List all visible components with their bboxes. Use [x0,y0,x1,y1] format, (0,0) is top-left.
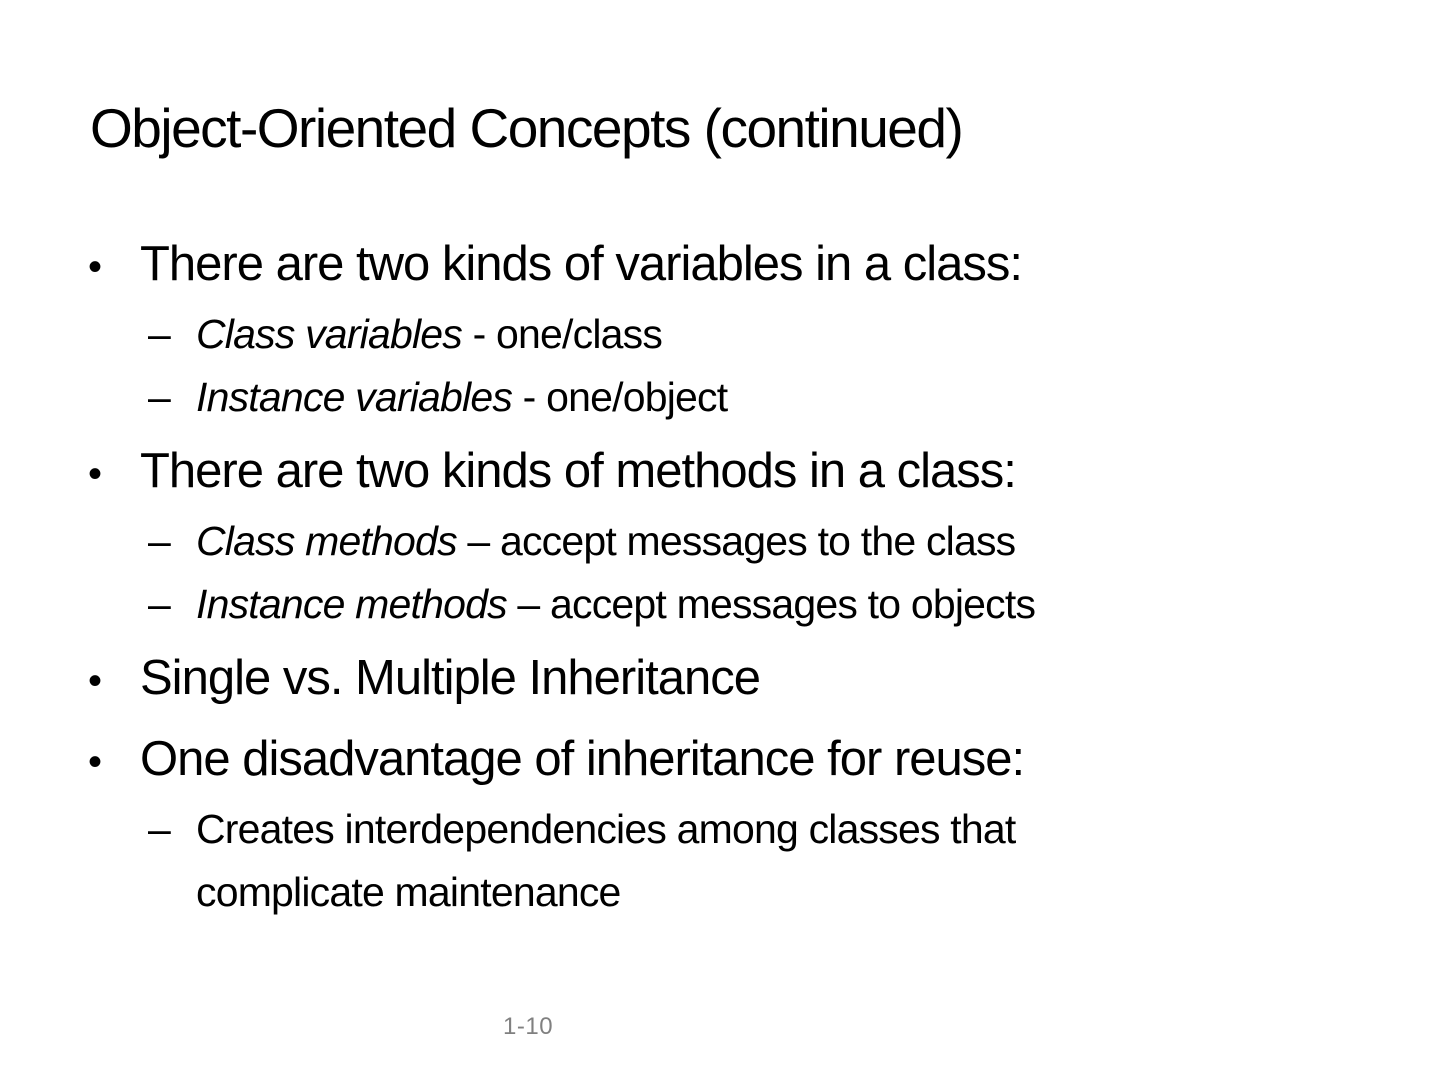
page-number: 1-10 [503,1013,554,1040]
bullet-text: There are two kinds of variables in a class: [140,237,1022,291]
sub-bullet-text [196,303,662,366]
italic-term: Instance variables [196,374,513,420]
dash-marker: – [148,581,171,627]
sub-bullet-text [196,798,1206,924]
dash-marker: – [148,518,171,564]
term-definition: – accept messages to objects [506,581,1036,627]
italic-term: Class methods [196,518,457,564]
bullet-list [0,222,1440,924]
bullet-item-inheritance [0,642,1440,717]
sub-bullet-text [196,366,727,429]
bullet-marker: • [88,452,102,496]
sub-bullet-instance-methods [0,573,1440,636]
dash-marker: – [148,374,171,420]
bullet-marker: • [88,245,102,289]
bullet-text: One disadvantage of inheritance for reuse: [140,732,1025,786]
bullet-marker: • [88,740,102,784]
term-definition: Creates interdependencies among classes that complicate maintenance [196,806,1027,915]
dash-marker: – [148,806,171,852]
term-definition: – accept messages to the class [456,518,1016,564]
sub-bullet-interdependencies [0,798,1440,924]
term-definition: - one/object [512,374,728,420]
sub-bullet-class-variables [0,303,1440,366]
bullet-item-disadvantage [0,723,1440,798]
sub-bullet-instance-variables [0,366,1440,429]
sub-bullet-text [196,573,1035,636]
bullet-text: There are two kinds of methods in a class: [140,444,1016,498]
italic-term: Instance methods [196,581,507,627]
dash-marker: – [148,311,171,357]
sub-bullet-text [196,510,1015,573]
italic-term: Class variables [196,311,462,357]
term-definition: - one/class [462,311,663,357]
bullet-text: Single vs. Multiple Inheritance [140,651,760,705]
slide-title: Object-Oriented Concepts (continued) [90,97,963,159]
bullet-item-variables [0,228,1440,303]
bullet-marker: • [88,659,102,703]
bullet-item-methods [0,435,1440,510]
sub-bullet-class-methods [0,510,1440,573]
